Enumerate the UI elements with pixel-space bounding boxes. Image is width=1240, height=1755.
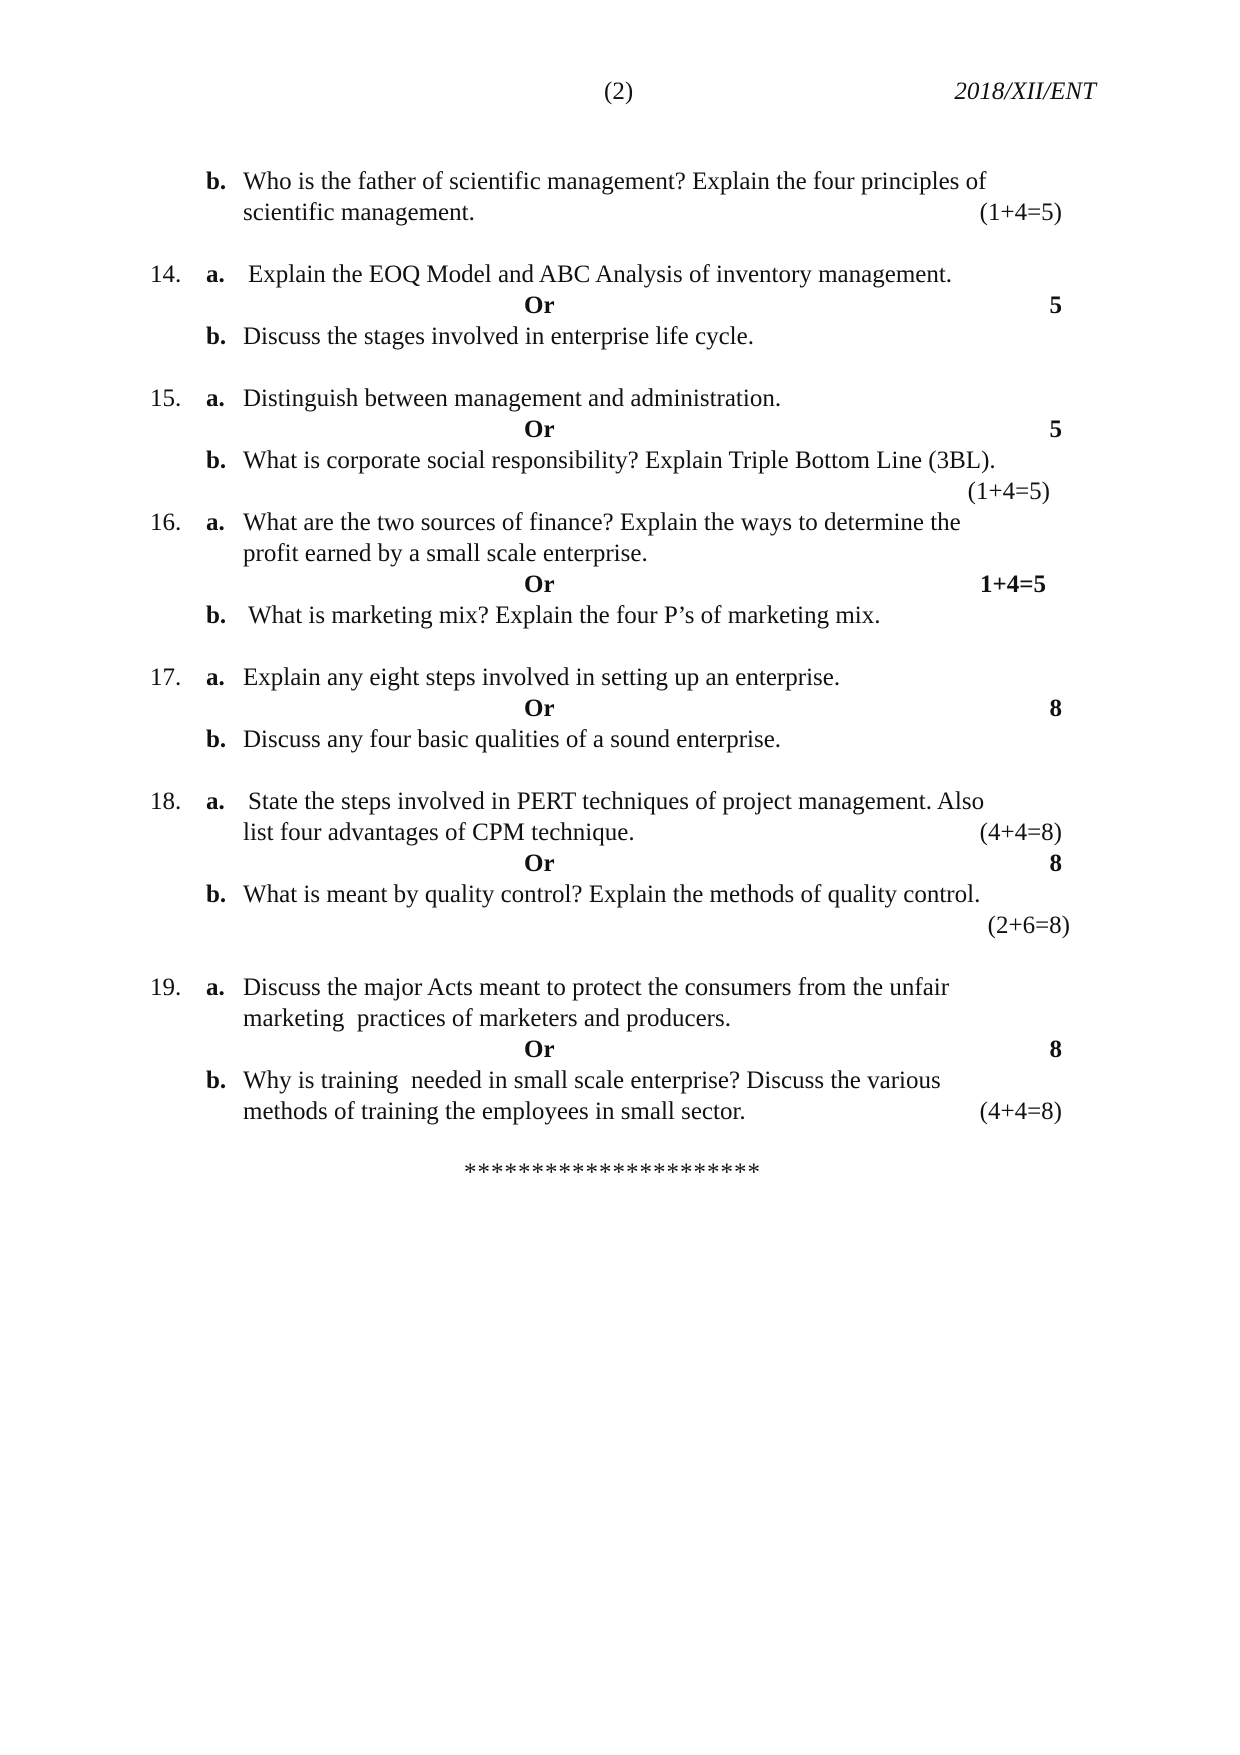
question-text: Who is the father of scientific management? Explain the four principles of	[243, 168, 987, 195]
question-text: Explain the EOQ Model and ABC Analysis of inventory management.	[248, 261, 953, 288]
or-separator: Or	[524, 850, 555, 877]
marks-label: 8	[1049, 1036, 1062, 1063]
marks-label: (1+4=5)	[967, 478, 1050, 505]
question-text: Discuss any four basic qualities of a sound enterprise.	[243, 726, 782, 753]
question-number: 19.	[150, 974, 182, 1001]
question-text: methods of training the employees in small sector.	[243, 1098, 746, 1125]
question-number: 17.	[150, 664, 182, 691]
marks-label: 8	[1049, 695, 1062, 722]
question-text: State the steps involved in PERT techniques of project management. Also	[248, 788, 985, 815]
part-label: a.	[206, 261, 225, 288]
question-text: Why is training needed in small scale enterprise? Discuss the various	[243, 1067, 941, 1094]
page-number: (2)	[604, 78, 634, 105]
question-text: marketing practices of marketers and producers.	[243, 1005, 731, 1032]
part-label: a.	[206, 385, 225, 412]
part-label: a.	[206, 664, 225, 691]
or-separator: Or	[524, 1036, 555, 1063]
part-label: b.	[206, 602, 227, 629]
marks-label: 5	[1049, 292, 1062, 319]
marks-label: (2+6=8)	[987, 912, 1070, 939]
part-label: b.	[206, 447, 227, 474]
part-label: b.	[206, 323, 227, 350]
question-text: list four advantages of CPM technique.	[243, 819, 635, 846]
marks-label: (4+4=8)	[979, 819, 1062, 846]
question-number: 15.	[150, 385, 182, 412]
marks-label: 1+4=5	[980, 571, 1046, 598]
part-label: b.	[206, 1067, 227, 1094]
question-text: Explain any eight steps involved in setting up an enterprise.	[243, 664, 841, 691]
marks-label: (1+4=5)	[979, 199, 1062, 226]
question-text: profit earned by a small scale enterprise.	[243, 540, 648, 567]
or-separator: Or	[524, 416, 555, 443]
question-text: Discuss the stages involved in enterprise life cycle.	[243, 323, 754, 350]
question-text: What is marketing mix? Explain the four P’s of marketing mix.	[248, 602, 881, 629]
question-text: What is meant by quality control? Explain the methods of quality control.	[243, 881, 981, 908]
question-number: 18.	[150, 788, 182, 815]
question-text: Distinguish between management and administration.	[243, 385, 782, 412]
part-label: b.	[206, 726, 227, 753]
question-text: scientific management.	[243, 199, 475, 226]
question-number: 14.	[150, 261, 182, 288]
part-label: b.	[206, 881, 227, 908]
question-number: 16.	[150, 509, 182, 536]
question-text: What is corporate social responsibility? Explain Triple Bottom Line (3BL).	[243, 447, 996, 474]
or-separator: Or	[524, 571, 555, 598]
marks-label: 5	[1049, 416, 1062, 443]
or-separator: Or	[524, 292, 555, 319]
part-label: a.	[206, 974, 225, 1001]
marks-label: 8	[1049, 850, 1062, 877]
end-of-paper-marker: **********************	[464, 1159, 761, 1186]
part-label: a.	[206, 509, 225, 536]
question-text: Discuss the major Acts meant to protect the consumers from the unfair	[243, 974, 950, 1001]
part-label: b.	[206, 168, 227, 195]
marks-label: (4+4=8)	[979, 1098, 1062, 1125]
question-text: What are the two sources of finance? Explain the ways to determine the	[243, 509, 961, 536]
paper-code: 2018/XII/ENT	[954, 78, 1096, 105]
part-label: a.	[206, 788, 225, 815]
or-separator: Or	[524, 695, 555, 722]
